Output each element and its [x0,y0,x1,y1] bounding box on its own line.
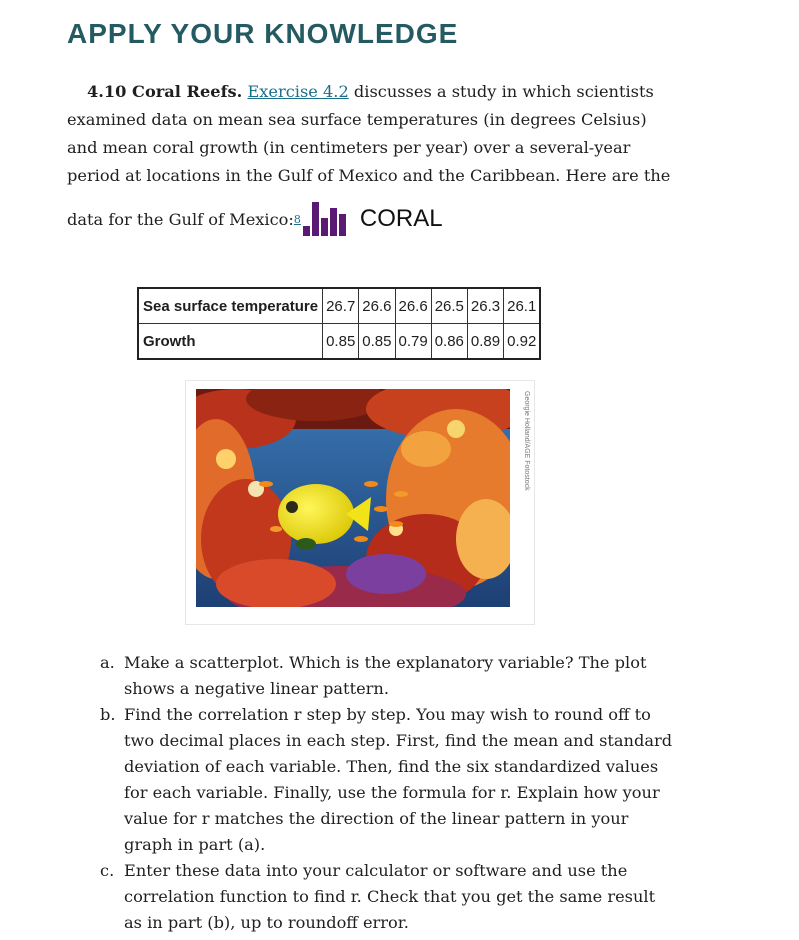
question-item [100,650,675,702]
question-label: a. [100,653,115,672]
row-header: Sea surface temperature [138,288,323,324]
data-line [67,202,443,236]
table-cell: 26.7 [323,288,359,324]
exercise-link[interactable]: Exercise 4.2 [247,82,349,101]
table-row [138,288,540,324]
table-cell: 0.79 [395,324,431,360]
exercise-paragraph [67,78,677,190]
dataset-label[interactable]: CORAL [359,205,443,232]
question-text: Find the correlation r step by step. You may wish to round off to two decimal places in each step. First, find the mean and standard deviation of each variable. Then, find the six standardized values for each variable. Finally, use the formula for r. Explain how your value for r matches the direction of the linear pattern in your graph in part (a). [124,705,673,854]
row-header: Growth [138,324,323,360]
photo-credit: Georgie Holland/AGE Fotostock [523,391,530,491]
coral-photo [185,380,535,625]
question-label: b. [100,705,116,724]
table-cell: 0.85 [359,324,395,360]
dataset-bar-icon[interactable] [303,202,348,236]
table-cell: 26.3 [467,288,503,324]
table-cell: 26.5 [431,288,467,324]
table-cell: 0.86 [431,324,467,360]
exercise-intro: discusses a study in which scientists examined data on mean sea surface temperatures (in degrees Celsius) and mean coral growth (in centimeters per year) over a several-year period at locations in the Gulf of Mexico and the Caribbean. Here are the [67,82,671,185]
question-text: Enter these data into your calculator or software and use the correlation function to find r. Check that you get the same result as in part (b), up to roundoff error. [124,861,656,932]
footnote-link[interactable]: 8 [293,212,301,226]
question-text: Make a scatterplot. Which is the explanatory variable? The plot shows a negative linear pattern. [124,653,647,698]
table-cell: 26.6 [359,288,395,324]
question-item [100,702,675,858]
table-cell: 26.1 [504,288,541,324]
data-table [137,287,541,360]
coral-reef-image [196,389,510,607]
table-cell: 26.6 [395,288,431,324]
table-cell: 0.89 [467,324,503,360]
table-cell: 0.85 [323,324,359,360]
exercise-title: 4.10 Coral Reefs. [87,82,243,101]
data-prefix: data for the Gulf of Mexico: [67,209,294,229]
question-label: c. [100,861,115,880]
question-item [100,858,675,936]
section-heading: APPLY YOUR KNOWLEDGE [67,18,459,49]
table-row [138,324,540,360]
table-cell: 0.92 [504,324,541,360]
question-list [100,650,675,936]
